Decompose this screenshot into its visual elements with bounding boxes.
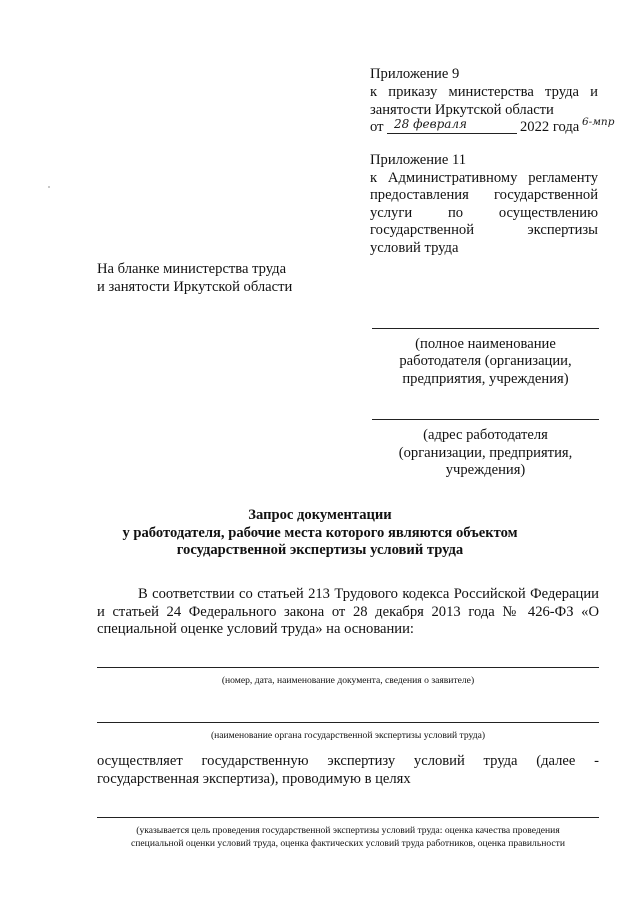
- authority-field-line: [97, 722, 599, 723]
- date-underline: [387, 133, 517, 134]
- body-p1-line3: специальной оценке условий труда» на основании:: [97, 621, 414, 637]
- appendix9-title: Приложение 9: [370, 66, 460, 82]
- appendix9-date-prefix: от: [370, 119, 384, 135]
- appendix11-line1: к Административному регламенту: [370, 170, 598, 186]
- appendix9-line1: к приказу министерства труда и: [370, 84, 598, 100]
- employer-name-line: [372, 328, 599, 329]
- body-p2-line2: государственная экспертиза), проводимую в целях: [97, 771, 411, 787]
- appendix11-title: Приложение 11: [370, 152, 467, 168]
- employer-address-caption-line2: (организации, предприятия,: [398, 445, 573, 461]
- appendix11-line2: предоставления государственной: [370, 187, 598, 203]
- employer-address-line: [372, 419, 599, 420]
- body-p2-line1: осуществляет государственную экспертизу условий труда (далее -: [97, 753, 599, 769]
- appendix9-year: 2022 года: [520, 119, 580, 135]
- letterhead-line2: и занятости Иркутской области: [97, 279, 293, 295]
- handwritten-number: 6-мпр: [582, 116, 615, 128]
- heading-line2: у работодателя, рабочие места которого являются объектом: [122, 525, 518, 541]
- document-field-caption: (номер, дата, наименование документа, сведения о заявителе): [221, 675, 475, 686]
- employer-name-caption-line1: (полное наименование: [415, 336, 556, 352]
- heading-line1: Запрос документации: [248, 507, 392, 523]
- employer-name-caption-line3: предприятия, учреждения): [402, 371, 569, 387]
- purpose-caption-line2: специальной оценки условий труда, оценка фактических условий труда работников, оценка правильности: [131, 838, 565, 849]
- employer-address-caption-line3: учреждения): [445, 462, 526, 478]
- body-p1-line1: В соответствии со статьей 213 Трудового кодекса Российской Федерации: [138, 586, 599, 602]
- body-p1-line2: и статьей 24 Федерального закона от 28 декабря 2013 года № 426-ФЗ «О: [97, 604, 599, 620]
- appendix9-line2: занятости Иркутской области: [370, 102, 554, 118]
- heading-line3: государственной экспертизы условий труда: [176, 542, 464, 558]
- employer-address-caption-line1: (адрес работодателя: [423, 427, 548, 443]
- appendix11-line3: услуги по осуществлению: [370, 205, 598, 221]
- employer-name-caption-line2: работодателя (организации,: [399, 353, 572, 369]
- purpose-field-line: [97, 817, 599, 818]
- purpose-caption-line1: (указывается цель проведения государственной экспертизы условий труда: оценка качества проведения: [136, 825, 560, 836]
- appendix11-line5: условий труда: [370, 240, 459, 256]
- document-field-line: [97, 667, 599, 668]
- letterhead-line1: На бланке министерства труда: [97, 261, 287, 277]
- scan-speck: [48, 186, 50, 188]
- handwritten-date: 28 февраля: [394, 117, 467, 131]
- authority-field-caption: (наименование органа государственной экспертизы условий труда): [210, 730, 486, 741]
- appendix11-line4: государственной экспертизы: [370, 222, 598, 238]
